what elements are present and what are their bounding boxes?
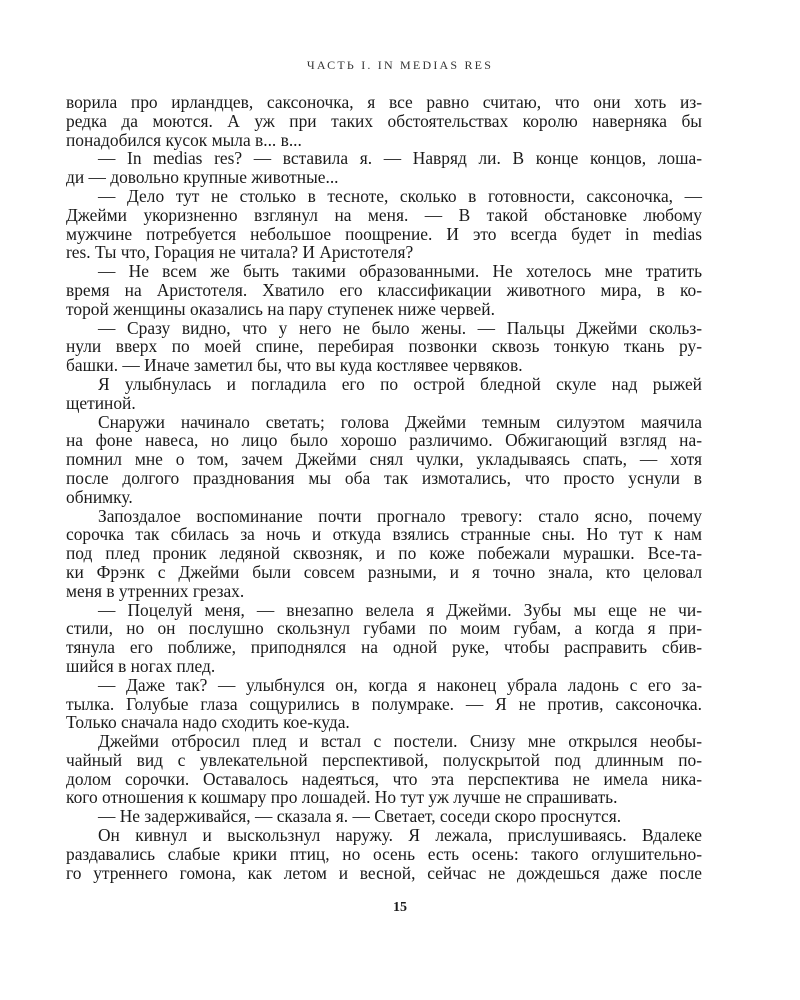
text-line: обнимку. (66, 486, 133, 507)
text-line: шийся в ногах плед. (66, 655, 216, 676)
paragraph (66, 413, 702, 507)
text-line: ворила про ирландцев, саксоночка, я все равно считаю, что они хоть из- (66, 92, 702, 112)
text-line: мужчине потребуется небольшое поощрение. И это всегда будет in medias (66, 223, 702, 244)
text-line: понадобился кусок мыла в... в... (66, 129, 302, 150)
text-line: под плед проник ледяной сквозняк, и по коже побежали мурашки. Все-та- (66, 543, 702, 564)
text-line: res. Ты что, Горация не читала? И Аристотеля? (66, 242, 414, 263)
paragraph (66, 262, 702, 318)
paragraph (66, 826, 702, 882)
text-line: — In medias res? — вставила я. — Навряд ли. В конце концов, лоша- (98, 148, 702, 169)
text-line: щетиной. (66, 392, 136, 413)
text-line: сорочка так сбилась за ночь и откуда взялись странные сны. Но тут к нам (66, 524, 702, 545)
text-line: стили, но он послушно скользнул губами по моим губам, а когда я при- (66, 618, 702, 639)
paragraph (66, 732, 702, 807)
text-line: Он кивнул и выскользнул наружу. Я лежала, прислушиваясь. Вдалеке (98, 825, 702, 846)
text-line: тянула его поближе, приподнялся на одной руке, чтобы расправить сбив- (66, 637, 702, 658)
text-line: долом сорочки. Оставалось надеяться, что эта перспектива не имела ника- (66, 768, 702, 789)
paragraph (66, 375, 702, 413)
text-line: — Поцелуй меня, — внезапно велела я Джейми. Зубы мы еще не чи- (98, 599, 702, 620)
text-line: раздавались слабые крики птиц, но осень есть осень: такого оглушительно- (66, 843, 702, 864)
text-line: — Не всем же быть такими образованными. Не хотелось мне тратить (98, 261, 702, 282)
paragraph (66, 93, 702, 149)
paragraph (66, 187, 702, 262)
text-line: торой женщины оказались на пару ступенек ниже червей. (66, 298, 495, 319)
running-head: ЧАСТЬ I. IN MEDIAS RES (306, 58, 494, 72)
text-line: — Не задерживайся, — сказала я. — Светает, соседи скоро проснутся. (98, 806, 622, 827)
text-line: меня в утренних грезах. (66, 580, 245, 601)
text-line: — Сразу видно, что у него не было жены. — Пальцы Джейми скольз- (98, 317, 702, 338)
paragraph (66, 507, 702, 601)
text-line: кого отношения к кошмару про лошадей. Но тут уж лучше не спрашивать. (66, 787, 618, 808)
text-line: помнил мне о том, зачем Джейми снял чулки, укладываясь спать, — хотя (66, 449, 702, 470)
paragraph (66, 676, 702, 732)
paragraph (66, 319, 702, 375)
text-line: после долгого празднования мы оба так измотались, что просто уснули в (66, 467, 702, 488)
text-line: — Даже так? — улыбнулся он, когда я наконец убрала ладонь с его за- (98, 674, 702, 695)
text-line: на фоне навеса, но лицо было хорошо различимо. Обжигающий взгляд на- (66, 430, 702, 451)
text-line: нули вверх по моей спине, перебирая позвонки сквозь тонкую ткань ру- (66, 336, 702, 357)
text-line: ки Фрэнк с Джейми были совсем разными, и я точно знала, кто целовал (66, 561, 702, 582)
paragraph (66, 149, 702, 187)
text-line: Запоздалое воспоминание почти прогнало тревогу: стало ясно, почему (98, 505, 702, 526)
text-line: тылка. Голубые глаза сощурились в полумраке. — Я не против, саксоночка. (66, 693, 702, 714)
text-line: время на Аристотеля. Хватило его классификации животного мира, в ко- (66, 279, 702, 300)
page-number: 15 (393, 900, 407, 915)
paragraph (66, 601, 702, 676)
text-line: ди — довольно крупные животные... (66, 167, 339, 188)
body-text (66, 93, 702, 882)
text-line: Я улыбнулась и погладила его по острой бледной скуле над рыжей (98, 373, 702, 394)
text-line: Джейми отбросил плед и встал с постели. Снизу мне открылся необы- (98, 731, 702, 752)
paragraph (66, 807, 702, 826)
text-line: — Дело тут не столько в тесноте, сколько в готовности, саксоночка, — (98, 185, 702, 206)
text-line: башки. — Иначе заметил бы, что вы куда костлявее червяков. (66, 355, 523, 376)
text-line: Джейми укоризненно взглянул на меня. — В такой обстановке любому (66, 204, 702, 225)
text-line: го утреннего гомона, как летом и весной, сейчас не дождешься даже после (66, 862, 702, 883)
text-line: чайный вид с увлекательной перспективой, полускрытой под длинным по- (66, 749, 702, 770)
text-line: редка да моются. А уж при таких обстоятельствах королю наверняка бы (66, 110, 702, 131)
text-line: Снаружи начинало светать; голова Джейми темным силуэтом маячила (98, 411, 702, 432)
text-line: Только сначала надо сходить кое-куда. (66, 712, 350, 733)
